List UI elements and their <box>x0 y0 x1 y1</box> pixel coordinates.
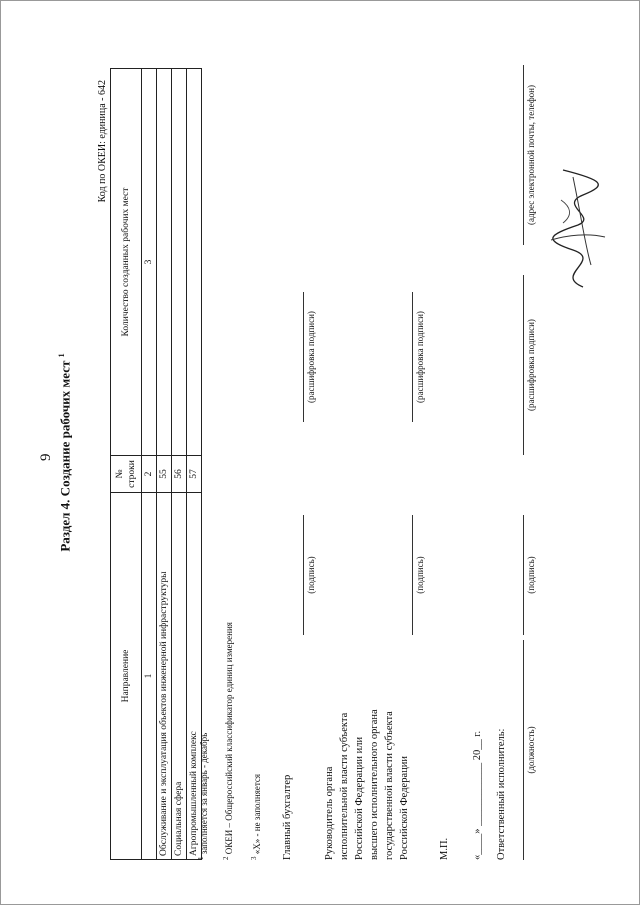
row-number: 55 <box>157 456 172 493</box>
page-number: 9 <box>38 453 54 461</box>
row-jobs-count[interactable] <box>157 69 172 456</box>
row-jobs-count[interactable] <box>187 69 202 456</box>
contacts-caption: (адрес электронной почты, телефон) <box>526 85 536 225</box>
executor-label: Ответственный исполнитель: <box>496 728 507 860</box>
row-direction: Агропромышленный комплекс <box>187 492 202 859</box>
header-row-number: № строки <box>111 456 142 493</box>
executor-decoding-line[interactable] <box>523 275 524 455</box>
decoding-caption: (расшифровка подписи) <box>415 311 425 403</box>
chief-accountant-label: Главный бухгалтер <box>282 774 293 860</box>
footnote-3: $^3$ «Х» - не заполняется <box>250 773 262 860</box>
header-direction: Направление <box>111 492 142 859</box>
handwritten-signature-icon <box>543 165 613 295</box>
table-row <box>157 69 172 860</box>
executor-contacts-line[interactable] <box>523 65 524 245</box>
chief-accountant-signature-line[interactable] <box>303 515 304 635</box>
signature-caption: (подпись) <box>415 556 425 594</box>
date-field[interactable]: «____» ____________ 20__ г. <box>472 730 483 860</box>
section-title: Раздел 4. Создание рабочих мест $^1$ <box>57 353 73 552</box>
row-jobs-count[interactable] <box>172 69 187 456</box>
head-signature-line[interactable] <box>412 515 413 635</box>
column-number: 3 <box>142 69 157 456</box>
chief-accountant-decoding-line[interactable] <box>303 292 304 422</box>
row-number: 57 <box>187 456 202 493</box>
table-column-numbers-row <box>142 69 157 860</box>
row-direction: Социальная сфера <box>172 492 187 859</box>
executor-signature-line[interactable] <box>523 515 524 635</box>
decoding-caption: (расшифровка подписи) <box>526 319 536 411</box>
table-row <box>172 69 187 860</box>
footnote-2: $^2$ ОКЕИ – Общероссийский классификатор единиц измерения <box>222 622 234 860</box>
column-number: 1 <box>142 492 157 859</box>
decoding-caption: (расшифровка подписи) <box>306 311 316 403</box>
okei-code: Код по ОКЕИ: единица - 642 <box>97 80 108 203</box>
table-header-row <box>111 69 142 860</box>
row-number: 56 <box>172 456 187 493</box>
head-label: Руководитель органа исполнительной власти субъекта Российской Федерации или высшего исполнительного органа государственной власти субъекта Российской Федерации <box>324 709 410 860</box>
signature-caption: (подпись) <box>526 556 536 594</box>
header-jobs-count: Количество созданных рабочих мест <box>111 69 142 456</box>
stamp-place-label: М.П. <box>439 837 450 860</box>
head-decoding-line[interactable] <box>412 292 413 422</box>
executor-position-line[interactable] <box>523 640 524 860</box>
signature-caption: (подпись) <box>306 556 316 594</box>
position-caption: (должность) <box>526 726 536 774</box>
footnote-1: $^1$ заполняется за январь - декабрь <box>197 732 209 860</box>
row-direction: Обслуживание и эксплуатация объектов инженерной инфраструктуры <box>157 492 172 859</box>
column-number: 2 <box>142 456 157 493</box>
jobs-table <box>110 68 202 860</box>
